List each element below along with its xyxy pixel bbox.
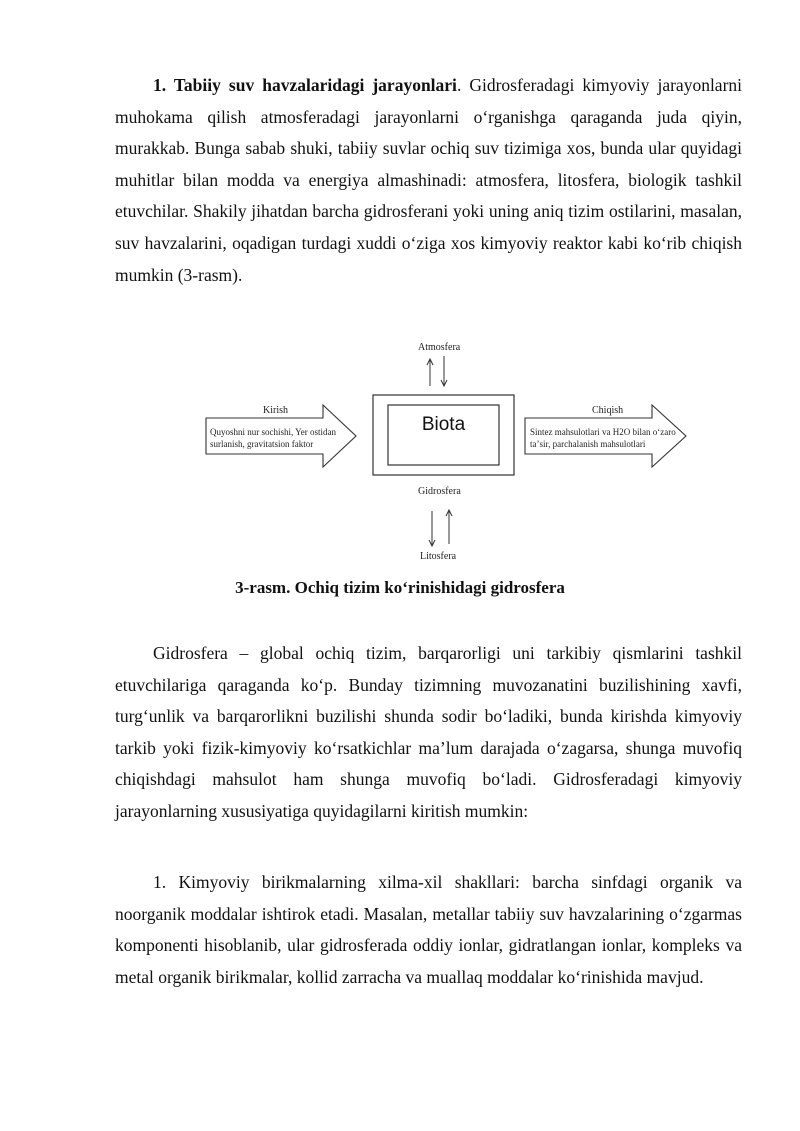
section-heading: 1. Tabiiy suv havzalaridagi jarayonlari: [153, 75, 457, 95]
paragraph-3: 1. Kimyoviy birikmalarning xilma-xil shakllari: barcha sinfdagi organik va noorganik moddalar ishtirok etadi. Masalan, metallar tabiiy suv havzalarining oʻzgarmas komponenti hisoblanib, ular gidrosferada oddiy ionlar, gidratlangan ionlar, kompleks va metal organik birikmalar, kollid zarracha va muallaq moddalar koʻrinishida mavjud.: [115, 872, 742, 987]
hydrosphere-label: Gidrosfera: [418, 486, 461, 497]
diagram-graphics: [0, 330, 800, 570]
lithosphere-arrows: [429, 510, 452, 546]
biota-label: Biota: [421, 414, 466, 435]
figure-3-diagram: [0, 330, 800, 570]
atmosphere-arrows: [427, 356, 447, 386]
output-title: Chiqish: [592, 405, 624, 416]
lithosphere-label: Litosfera: [420, 551, 457, 562]
figure-caption: 3-rasm. Ochiq tizim koʻrinishidagi gidrosfera: [235, 578, 565, 597]
paragraph-1-body: . Gidrosferadagi kimyoviy jarayonlarni muhokama qilish atmosferadagi jarayonlarni oʻrganishga qaraganda juda qiyin, murakkab. Bunga sabab shuki, tabiiy suvlar ochiq suv tizimiga xos, bunda ular quyidagi muhitlar bilan modda va energiya almashinadi: atmosfera, litosfera, biologik tashkil etuvchilar. Shakily jihatdan barcha gidrosferani yoki uning aniq tizim ostilarini, masalan, suv havzalarini, oqadigan turdagi xuddi oʻziga xos kimyoviy reaktor kabi koʻrib chiqish mumkin (3-rasm).: [115, 75, 743, 285]
atmosphere-label: Atmosfera: [418, 342, 461, 353]
input-title: Kirish: [263, 405, 288, 416]
paragraph-1: [115, 70, 742, 291]
paragraph-2: Gidrosfera – global ochiq tizim, barqarorligi uni tarkibiy qismlarini tashkil etuvchilariga qaraganda koʻp. Bunday tizimning muvozanatini buzilishining xavfi, turgʻunlik va barqarorlikni buzilishi shunda sodir boʻladiki, bunda kirishda kimyoviy tarkib yoki fizik-kimyoviy koʻrsatkichlar maʼlum darajada oʻzagarsa, shunga muvofiq chiqishdagi mahsulot ham shunga muvofiq boʻladi. Gidrosferadagi kimyoviy jarayonlarning xususiyatiga quyidagilarni kiritish mumkin:: [115, 643, 742, 821]
input-text: Quyoshni nur sochishi, Yer ostidan surlanish, gravitatsion faktor: [210, 427, 337, 449]
output-text: Sintez mahsulotlari va H2O bilan oʻzaro taʼsir, parchalanish mahsulotlari: [530, 427, 676, 449]
